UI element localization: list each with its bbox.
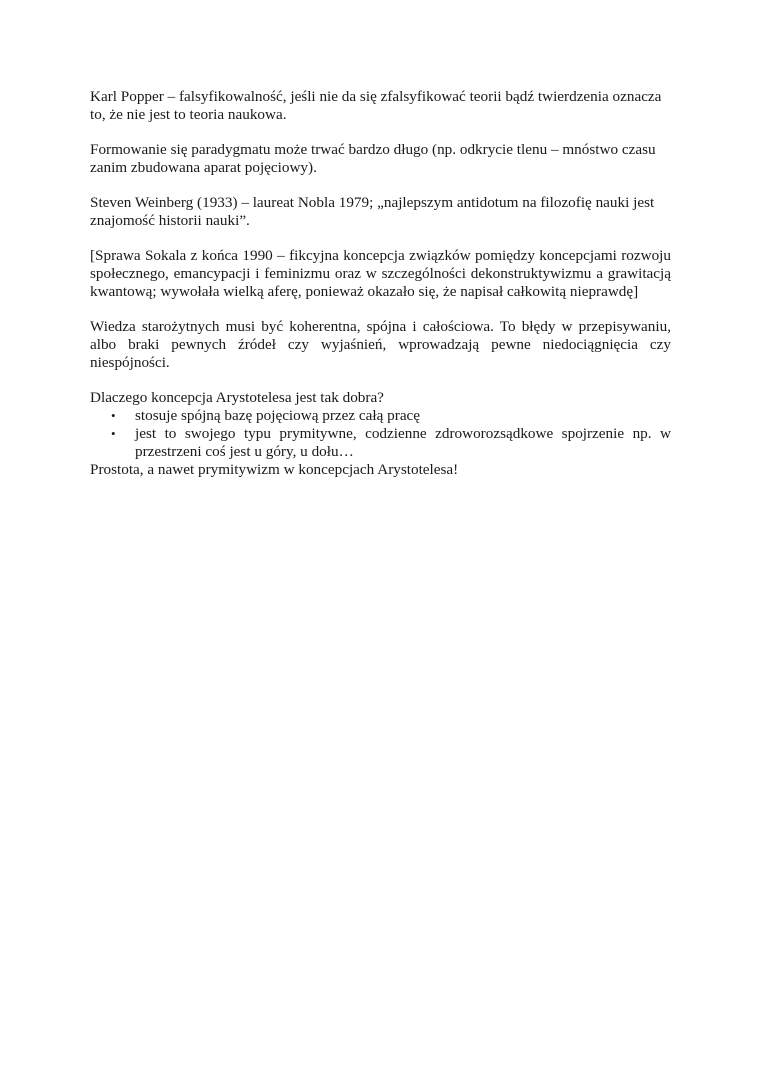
paragraph-ancients: Wiedza starożytnych musi być koherentna, spójna i całościowa. To błędy w przepisywaniu, albo braki pewnych źródeł czy wyjaśnień, wprowadzają pewne niedociągnięcia czy niespójności. <box>90 318 671 371</box>
paragraph-sokal: [Sprawa Sokala z końca 1990 – fikcyjna koncepcja związków pomiędzy koncepcjami rozwoju społecznego, emancypacji i feminizmu oraz w szczególności dekonstruktywizmu a grawitacją kwantową; wywołała wielką aferę, ponieważ okazało się, że napisał całkowitą nieprawdę] <box>90 247 671 300</box>
paragraph-weinberg: Steven Weinberg (1933) – laureat Nobla 1979; „najlepszym antidotum na filozofię nauki jest znajomość historii nauki”. <box>90 194 655 229</box>
list-item <box>90 407 671 425</box>
list-item-text: jest to swojego typu prymitywne, codzienne zdroworozsądkowe spojrzenie np. w przestrzeni coś jest u góry, u dołu… <box>135 425 671 460</box>
document-page <box>90 88 671 479</box>
aristotle-question: Dlaczego koncepcja Arystotelesa jest tak dobra? <box>90 389 384 406</box>
aristotle-bullet-list <box>90 407 671 461</box>
paragraph-popper: Karl Popper – falsyfikowalność, jeśli nie da się zfalsyfikować teorii bądź twierdzenia oznacza to, że nie jest to teoria naukowa. <box>90 88 662 123</box>
list-item-text: stosuje spójną bazę pojęciową przez całą pracę <box>135 407 421 424</box>
bullet-icon: • <box>111 426 116 441</box>
aristotle-closing: Prostota, a nawet prymitywizm w koncepcjach Arystotelesa! <box>90 461 459 478</box>
list-item <box>90 425 671 461</box>
bullet-icon: • <box>111 408 116 423</box>
aristotle-section <box>90 389 671 479</box>
paragraph-paradigm: Formowanie się paradygmatu może trwać bardzo długo (np. odkrycie tlenu – mnóstwo czasu zanim zbudowana aparat pojęciowy). <box>90 141 656 176</box>
